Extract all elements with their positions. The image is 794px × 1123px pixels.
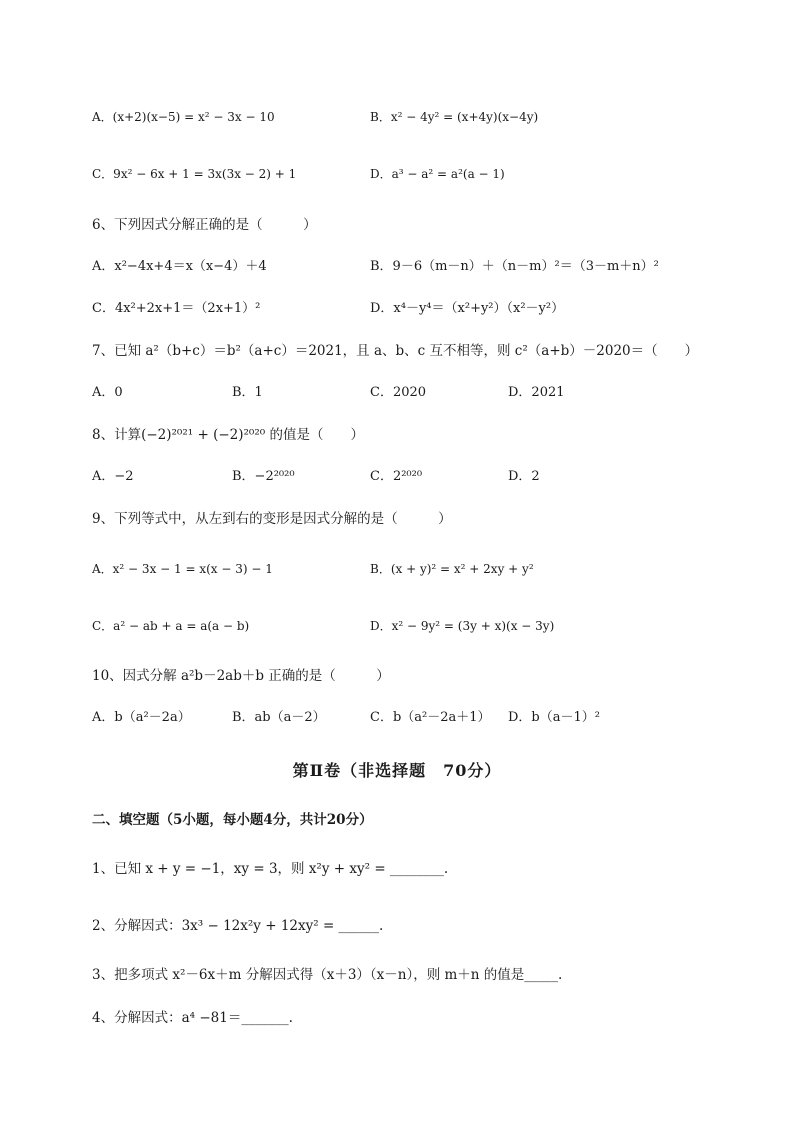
q6-option-c: C．4x²+2x+1＝（2x+1）²: [92, 301, 261, 316]
fill-question-3: 3、把多项式 x²－6x＋m 分解因式得（x＋3）（x－n），则 m＋n 的值是_____.: [92, 967, 563, 983]
q6-stem: 6、下列因式分解正确的是（ ）: [92, 217, 317, 233]
q9-stem: 9、下列等式中，从左到右的变形是因式分解的是（ ）: [92, 511, 452, 527]
q9-option-a: A．x² − 3x − 1 = x(x − 3) − 1: [92, 562, 273, 576]
part-title: 第Ⅱ卷（非选择题 70分）: [292, 761, 502, 780]
section-heading: 二、填空题（5小题，每小题4分，共计20分）: [92, 812, 373, 828]
q8-stem: 8、计算(−2)²⁰²¹ + (−2)²⁰²⁰ 的值是（ ）: [92, 427, 364, 443]
q10-option-c: C．b（a²－2a＋1）: [370, 710, 491, 725]
q9-option-c: C．a² − ab + a = a(a − b): [92, 619, 250, 633]
q9-option-d: D．x² − 9y² = (3y + x)(x − 3y): [370, 619, 555, 633]
fill-question-4: 4、分解因式：a⁴ −81＝_______.: [92, 1010, 293, 1026]
q10-option-b: B．ab（a－2）: [232, 710, 326, 725]
fill-question-2: 2、分解因式：3x³ − 12x²y + 12xy² = ______.: [92, 918, 384, 934]
q7-option-a: A．0: [92, 385, 123, 400]
q5-option-b: B．x² − 4y² = (x+4y)(x−4y): [370, 110, 539, 124]
q6-option-a: A．x²−4x+4＝x（x−4）＋4: [92, 259, 267, 274]
q5-option-c: C．9x² − 6x + 1 = 3x(3x − 2) + 1: [92, 167, 297, 181]
q8-option-c: C．2²⁰²⁰: [370, 469, 423, 484]
q7-stem: 7、已知 a²（b+c）＝b²（a+c）＝2021，且 a、b、c 互不相等，则 c²（a+b）－2020＝（ ）: [92, 343, 699, 359]
q6-option-d: D．x⁴－y⁴＝（x²+y²）（x²－y²）: [370, 301, 565, 316]
q10-option-d: D．b（a－1）²: [508, 710, 600, 725]
q7-option-d: D．2021: [508, 385, 565, 400]
q10-option-a: A．b（a²－2a）: [92, 710, 191, 725]
q7-option-b: B．1: [232, 385, 263, 400]
q8-option-a: A．−2: [92, 469, 134, 484]
q7-option-c: C．2020: [370, 385, 427, 400]
q9-option-b: B．(x + y)² = x² + 2xy + y²: [370, 562, 534, 576]
q10-stem: 10、因式分解 a²b－2ab＋b 正确的是（ ）: [92, 668, 390, 684]
q5-option-a: A．(x+2)(x−5) = x² − 3x − 10: [92, 110, 275, 124]
fill-question-1: 1、已知 x + y = −1，xy = 3，则 x²y + xy² = ________.: [92, 861, 449, 877]
q5-option-d: D．a³ − a² = a²(a − 1): [370, 167, 505, 181]
q8-option-b: B．−2²⁰²⁰: [232, 469, 295, 484]
q6-option-b: B．9－6（m－n）＋（n－m）²＝（3－m＋n）²: [370, 259, 659, 274]
q8-option-d: D．2: [508, 469, 540, 484]
